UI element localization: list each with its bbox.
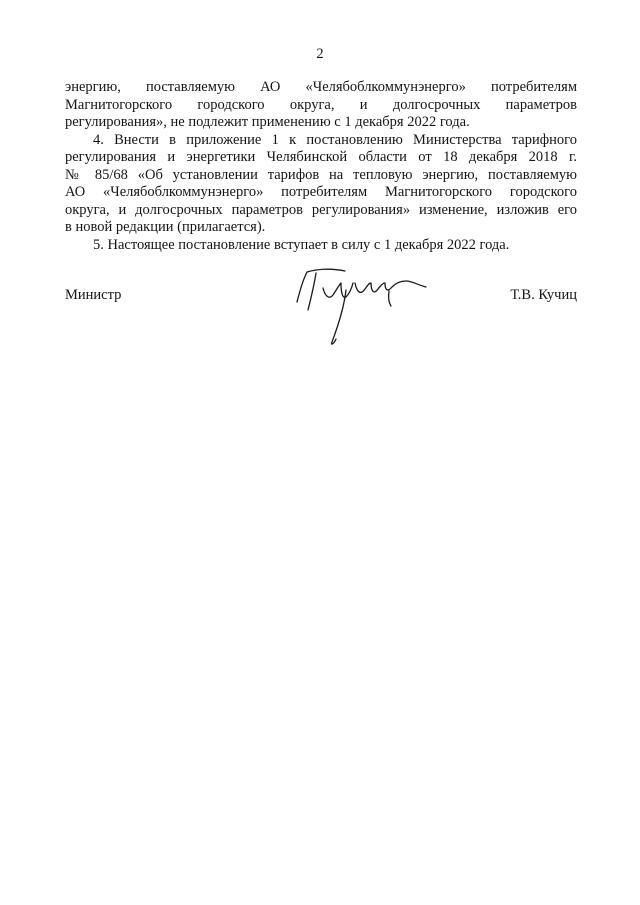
- paragraph-item-4: [65, 132, 577, 237]
- text-line: регулирования и энергетики Челябинской области от 18 декабря 2018 г.: [65, 149, 577, 165]
- text-line: Магнитогорского городского округа, и долгосрочных параметров: [65, 96, 577, 113]
- signer-name: Т.В. Кучиц: [510, 287, 577, 303]
- paragraph-continuation: [65, 79, 577, 132]
- signer-position: Министр: [65, 287, 122, 303]
- paragraph-item-5: [65, 237, 577, 255]
- text-line: регулирования», не подлежит применению с 1 декабря 2022 года.: [65, 114, 470, 130]
- text-line: в новой редакции (прилагается).: [65, 219, 266, 235]
- handwritten-signature: [285, 258, 430, 350]
- page-number: 2: [316, 46, 324, 62]
- document-body: [65, 79, 577, 254]
- text-line: 4. Внести в приложение 1 к постановлению Министерства тарифного: [93, 131, 577, 148]
- text-line: АО «Челябоблкоммунэнерго» потребителям Магнитогорского городского: [65, 184, 577, 200]
- text-line: округа, и долгосрочных параметров регулирования» изменение, изложив его: [65, 201, 577, 218]
- text-line: энергию, поставляемую АО «Челябоблкоммунэнерго» потребителям: [65, 79, 577, 95]
- text-line: № 85/68 «Об установлении тарифов на тепловую энергию, поставляемую: [65, 166, 577, 183]
- text-line: 5. Настоящее постановление вступает в силу с 1 декабря 2022 года.: [93, 236, 510, 253]
